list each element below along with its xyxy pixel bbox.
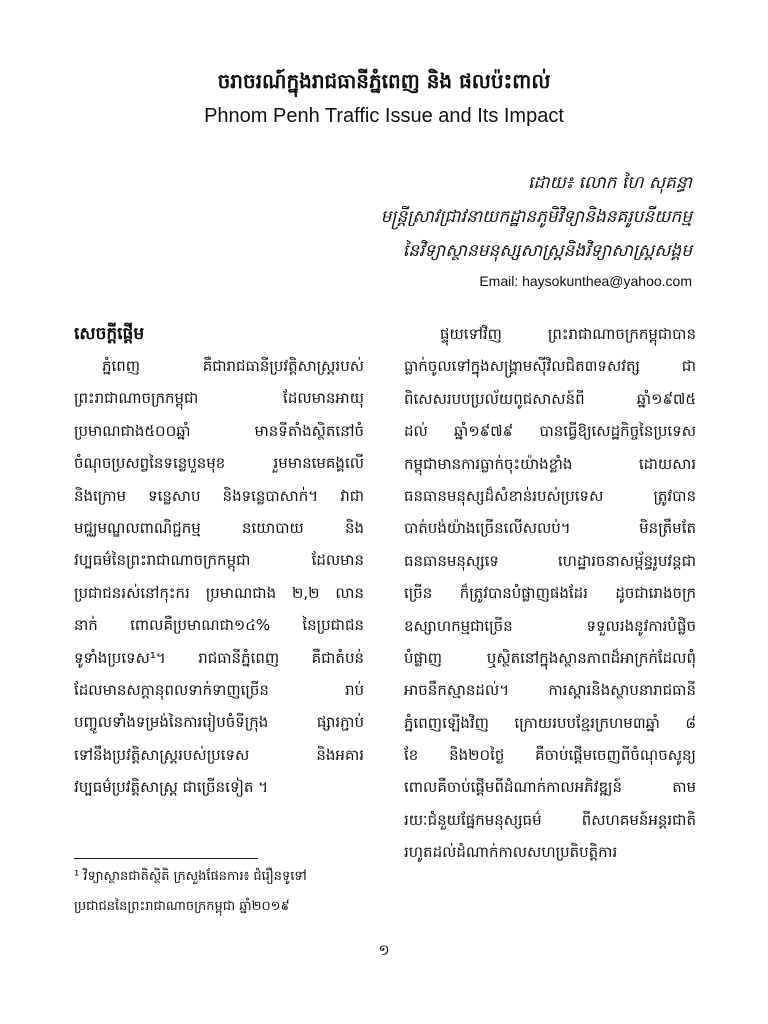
paragraph-line: កម្ពុជាមានការធ្លាក់ចុះយ៉ាងខ្លាំង ដោយសារ xyxy=(404,454,696,473)
paragraph-line: បញ្ចូលទាំងទម្រង់នៃការរៀបចំទីក្រុង ផ្សារភ្ជាប់ xyxy=(74,713,364,732)
footnote-line: ប្រជាជននៃព្រះរាជាណាចក្រកម្ពុជា ឆ្នាំ២០១៩ xyxy=(74,899,290,914)
paragraph-line: និងក្រោម ទន្លេសាប និងទន្លេបាសាក់។ វាជា xyxy=(74,486,364,505)
paragraph-line: អាចនឹកស្មានដល់។ ការស្តារនិងស្ថាបនារាជធានី xyxy=(404,681,696,700)
paragraph-line: មជ្ឈមណ្ឌលពាណិជ្ជកម្ម នយោបាយ និង xyxy=(74,518,364,537)
paragraph-line: រយៈជំនួយផ្នែកមនុស្សធម៌ ពីសហគមន៍អន្តរជាតិ xyxy=(404,810,696,829)
paragraph-line: ធនធានមនុស្សទេ ហេដ្ឋារចនាសម្ព័ន្ធរូបវន្តជា xyxy=(404,551,696,570)
paragraph-line: ពោលគឺចាប់ផ្តើមពីដំណាក់កាលអភិវឌ្ឍន៍ តាម xyxy=(404,778,696,797)
paragraph-line: ភ្នំពេញ គឺជារាជធានីប្រវត្តិសាស្ត្ររបស់ xyxy=(102,357,364,375)
right-column xyxy=(404,318,696,869)
footnote-divider xyxy=(74,858,258,859)
footnote-line: ¹ វិទ្យាស្ថានជាតិស្ថិតិ ក្រសួងផែនការ៖ ជំរឿនទូទៅ xyxy=(74,869,307,884)
paragraph-line: ឧស្សាហកម្មជាច្រើន ទទួលរងនូវការបំផ្លិច xyxy=(404,616,696,635)
paragraph-line: ទៅនឹងប្រវត្តិសាស្ត្ររបស់ប្រទេស និងអគារ xyxy=(74,745,364,764)
title-khmer: ចរាចរណ៍ក្នុងរាជធានីភ្នំពេញ និង ផលប៉ះពាល់ xyxy=(217,69,551,93)
author-email: Email: haysokunthea@yahoo.com xyxy=(479,273,692,289)
paragraph-line: ដល់ ឆ្នាំ១៩៧៩ បានធ្វើឱ្យសេដ្ឋកិច្ចនៃប្រទេស xyxy=(404,422,696,441)
paragraph-line: នាក់ ពោលគឺប្រមាណជា១៤% នៃប្រជាជន xyxy=(74,616,364,635)
paragraph-line: បាត់បង់យ៉ាងច្រើនលើសលប់។ មិនត្រឹមតែ xyxy=(404,519,696,538)
paragraph-line: ខែ និង២០ថ្ងៃ គឺចាប់ផ្តើមចេញពីចំណុចសូន្យ xyxy=(404,746,696,765)
paragraph-line: បំផ្លាញ ឬស្ថិតនៅក្នុងស្ថានភាពដ៏អាក្រក់ដែលពុំ xyxy=(404,648,696,667)
introduction-column xyxy=(74,318,364,803)
author-block xyxy=(381,166,692,294)
paragraph-line: ព្រះរាជាណាចក្រកម្ពុជា ដែលមានអាយុ xyxy=(74,389,364,408)
paragraph-line: ធ្លាក់ចូលទៅក្នុងសង្គ្រាមស៊ីវិលជិត៣ទសវត្ស ជា xyxy=(404,357,696,376)
paragraph-line: ទូទាំងប្រទេស¹។ រាជធានីភ្នំពេញ គឺជាតំបន់ xyxy=(74,648,364,667)
paragraph-line: ភ្នំពេញឡើងវិញ ក្រោយរបបខ្មែរក្រហម៣ឆ្នាំ ៨ xyxy=(404,713,696,732)
paragraph-line: ពិសេសរបបប្រល័យពូជសាសន៍ពី ឆ្នាំ១៩៧៥ xyxy=(404,389,696,408)
paragraph-line: រហូតដល់ដំណាក់កាលសហប្រតិបត្តិការ xyxy=(404,843,618,862)
paragraph-line: ប្រជាជនរស់នៅកុះករ ប្រមាណជាង ២,២ លាន xyxy=(74,583,364,602)
paragraph-line: ច្រើន ក៏ត្រូវបានបំផ្លាញផងដែរ ដូចជារោងចក្រ xyxy=(404,584,696,603)
author-byline: ដោយ៖ លោក ហៃ សុគន្ធា xyxy=(528,173,692,193)
paragraph-line: ធនធានមនុស្សដ៏សំខាន់របស់ប្រទេស ត្រូវបាន xyxy=(404,486,696,505)
title-english: Phnom Penh Traffic Issue and Its Impact xyxy=(204,105,564,127)
section-heading-introduction: សេចក្តីផ្តើម xyxy=(74,324,145,344)
footnote xyxy=(74,862,374,922)
author-position: មន្ត្រីស្រាវជ្រាវនាយកដ្ឋានភូមិវិទ្យានិងនគរូបនីយកម្ម xyxy=(380,207,692,227)
author-institution: នៃវិទ្យាស្ថានមនុស្សសាស្ត្រនិងវិទ្យាសាស្ត្រសង្គម xyxy=(402,241,692,261)
paragraph-line: ដែលមានសក្តានុពលទាក់ទាញច្រើន រាប់ xyxy=(74,680,364,699)
page-number: ១ xyxy=(378,941,390,959)
paragraph-line: ប្រមាណជាង៥០០ឆ្នាំ មានទីតាំងស្ថិតនៅចំ xyxy=(74,421,364,440)
paragraph-line: ផ្ទុយទៅវិញ ព្រះរាជាណាចក្រកម្ពុជាបាន xyxy=(440,325,696,343)
paragraph-line: ចំណុចប្រសព្វនៃទន្លេបួនមុខ រួមមានមេគង្គលើ xyxy=(74,454,364,473)
paragraph-line: វប្បធម៌ប្រវត្តិសាស្ត្រ ជាច្រើនទៀត ។ xyxy=(74,778,269,797)
paragraph-line: វប្បធម៌នៃព្រះរាជាណាចក្រកម្ពុជា ដែលមាន xyxy=(74,551,364,570)
